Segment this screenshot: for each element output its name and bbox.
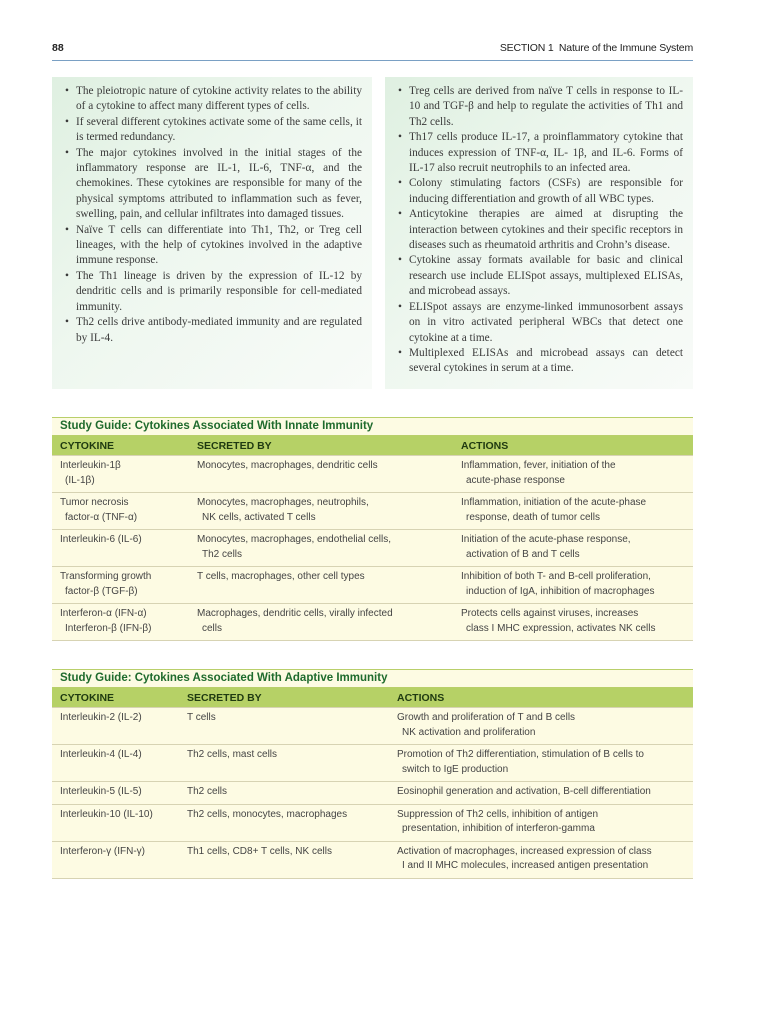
innate-table <box>52 436 693 641</box>
cell-actions <box>389 804 693 841</box>
cell-line: Interferon-β (IFN-β) <box>65 622 152 634</box>
cell-secreted-by <box>189 530 453 567</box>
cell-line: Interleukin-5 (IL-5) <box>60 786 142 797</box>
table-row <box>52 604 693 641</box>
cell-line: Interleukin-4 (IL-4) <box>60 749 142 760</box>
cell-line: T cells <box>187 712 216 723</box>
cell-line: activation of B and T cells <box>466 548 580 560</box>
cell-secreted-by <box>189 456 453 493</box>
cell-cytokine <box>52 493 189 530</box>
cell-line: Th1 cells, CD8+ T cells, NK cells <box>187 845 332 857</box>
cell-actions <box>453 493 693 530</box>
bullet-item: • If several different cytokines activate some of the same cells, it is termed redundancy. <box>76 115 362 146</box>
table-row <box>52 804 693 841</box>
table-row <box>52 567 693 604</box>
cell-line: factor-β (TGF-β) <box>65 585 138 597</box>
cell-cytokine <box>52 604 189 641</box>
cell-cytokine <box>52 530 189 567</box>
cell-actions <box>389 841 693 878</box>
innate-header-row <box>52 436 693 456</box>
table-row <box>52 708 693 745</box>
bullet-item: • Colony stimulating factors (CSFs) are responsible for inducing differentiation and growth of all WBC types. <box>409 176 683 207</box>
bullet-item: • Multiplexed ELISAs and microbead assays can detect several cytokines in serum at a time. <box>409 346 683 377</box>
cell-line: switch to IgE production <box>402 763 509 775</box>
col-secreted-by: SECRETED BY <box>189 436 453 456</box>
bullet-item: • The major cytokines involved in the initial stages of the inflammatory response are IL-1, IL-6, TNF-α, and the chemokines. These cytokines are responsible for many of the physical symptoms attributed to inflammation such as fever, swelling, pain, and cellular infiltrates into damaged tissues. <box>76 146 362 223</box>
table-row <box>52 745 693 782</box>
page-header <box>52 42 693 61</box>
section-label <box>500 42 693 54</box>
cell-line: Eosinophil generation and activation, B-cell differentiation <box>397 786 651 797</box>
summary-box-left <box>52 77 372 389</box>
cell-line: Interleukin-2 (IL-2) <box>60 712 142 723</box>
bullet-item: • The Th1 lineage is driven by the expression of IL-12 by dendritic cells and is primarily responsible for cell-mediated immunity. <box>76 269 362 315</box>
cell-line: Protects cells against viruses, increases <box>461 608 639 619</box>
table-row <box>52 493 693 530</box>
cell-actions <box>389 708 693 745</box>
col-actions: ACTIONS <box>389 688 693 708</box>
cell-line: Th2 cells, mast cells <box>187 749 278 760</box>
col-cytokine: CYTOKINE <box>52 688 179 708</box>
cell-line: Inflammation, fever, initiation of the <box>461 460 616 471</box>
section-title: Nature of the Immune System <box>558 42 693 54</box>
cell-line: Inhibition of both T- and B-cell proliferation, <box>461 571 651 582</box>
adaptive-immunity-table <box>52 669 693 879</box>
cell-line: T cells, macrophages, other cell types <box>197 571 365 582</box>
adaptive-table <box>52 688 693 879</box>
cell-line: acute-phase response <box>466 474 565 486</box>
cell-line: Tumor necrosis <box>60 497 129 508</box>
table-row <box>52 456 693 493</box>
bullet-item: • Th2 cells drive antibody-mediated immunity and are regulated by IL-4. <box>76 315 362 346</box>
cell-secreted-by <box>179 841 389 878</box>
cell-line: Growth and proliferation of T and B cells <box>397 712 576 723</box>
cell-cytokine <box>52 745 179 782</box>
cell-line: presentation, inhibition of interferon-gamma <box>402 823 595 834</box>
cell-secreted-by <box>179 782 389 805</box>
cell-actions <box>389 782 693 805</box>
cell-line: Promotion of Th2 differentiation, stimulation of B cells to <box>397 749 644 760</box>
col-secreted-by: SECRETED BY <box>179 688 389 708</box>
cell-line: cells <box>202 622 223 634</box>
cell-line: Monocytes, macrophages, dendritic cells <box>197 460 378 471</box>
cell-line: NK activation and proliferation <box>402 726 536 738</box>
cell-line: Interleukin-6 (IL-6) <box>60 534 142 545</box>
cell-cytokine <box>52 841 179 878</box>
innate-immunity-table <box>52 417 693 641</box>
table-row <box>52 530 693 567</box>
bullet-item: • Anticytokine therapies are aimed at disrupting the interaction between cytokines and their specific receptors in diseases such as rheumatoid arthritis and Crohn’s disease. <box>409 207 683 253</box>
summary-list-right <box>385 77 693 377</box>
cell-secreted-by <box>179 708 389 745</box>
cell-line: Th2 cells <box>202 548 243 560</box>
table-row <box>52 782 693 805</box>
cell-cytokine <box>52 456 189 493</box>
summary-list-left <box>52 77 372 346</box>
page-number: 88 <box>52 42 64 54</box>
summary-box-right <box>385 77 693 389</box>
adaptive-header-row <box>52 688 693 708</box>
bullet-item: • Naïve T cells can differentiate into Th1, Th2, or Treg cell lineages, with the help of cytokines involved in the adaptive immune response. <box>76 223 362 269</box>
cell-line: Macrophages, dendritic cells, virally infected <box>197 608 393 619</box>
cell-actions <box>453 604 693 641</box>
cell-line: induction of IgA, inhibition of macrophages <box>466 585 655 597</box>
cell-line: Transforming growth <box>60 571 152 582</box>
adaptive-table-title: Study Guide: Cytokines Associated With Adaptive Immunity <box>52 670 693 688</box>
bullet-item: • Th17 cells produce IL-17, a proinflammatory cytokine that induces expression of TNF-α, IL- 1β, and IL-6. Forms of IL-17 also recruit neutrophils to an infected area. <box>409 130 683 176</box>
table-row <box>52 841 693 878</box>
bullet-item: • The pleiotropic nature of cytokine activity relates to the ability of a cytokine to affect many different types of cells. <box>76 84 362 115</box>
cell-secreted-by <box>189 604 453 641</box>
cell-line: factor-α (TNF-α) <box>65 511 138 523</box>
cell-line: Interferon-α (IFN-α) <box>60 608 147 619</box>
innate-table-title: Study Guide: Cytokines Associated With Innate Immunity <box>52 418 693 436</box>
cell-secreted-by <box>189 567 453 604</box>
cell-actions <box>453 567 693 604</box>
cell-secreted-by <box>179 804 389 841</box>
cell-line: Monocytes, macrophages, neutrophils, <box>197 497 369 508</box>
cell-line: (IL-1β) <box>65 474 95 486</box>
cell-cytokine <box>52 708 179 745</box>
bullet-item: • Cytokine assay formats available for basic and clinical research use include ELISpot assays, multiplexed ELISAs, and microbead assays. <box>409 253 683 299</box>
cell-line: Interleukin-1β <box>60 460 121 471</box>
cell-actions <box>389 745 693 782</box>
cell-cytokine <box>52 782 179 805</box>
cell-secreted-by <box>189 493 453 530</box>
col-actions: ACTIONS <box>453 436 693 456</box>
cell-line: Suppression of Th2 cells, inhibition of antigen <box>397 808 599 820</box>
cell-line: Inflammation, initiation of the acute-phase <box>461 497 647 508</box>
cell-line: Activation of macrophages, increased expression of class <box>397 845 652 857</box>
cell-secreted-by <box>179 745 389 782</box>
bullet-item: • ELISpot assays are enzyme-linked immunosorbent assays on in vitro activated peripheral WBCs that detect one cytokine at a time. <box>409 300 683 346</box>
cell-line: Monocytes, macrophages, endothelial cells, <box>197 534 391 545</box>
cell-line: I and II MHC molecules, increased antigen presentation <box>402 860 649 871</box>
cell-line: NK cells, activated T cells <box>202 511 316 523</box>
bullet-item: • Treg cells are derived from naïve T cells in response to IL-10 and TGF-β and help to regulate the activities of Th1 and Th2 cells. <box>409 84 683 130</box>
cell-actions <box>453 456 693 493</box>
cell-line: Interleukin-10 (IL-10) <box>60 808 153 820</box>
cell-line: Initiation of the acute-phase response, <box>461 534 631 545</box>
cell-line: Th2 cells, monocytes, macrophages <box>187 808 348 820</box>
cell-line: Interferon-γ (IFN-γ) <box>60 845 146 857</box>
section-number: SECTION 1 <box>499 42 554 54</box>
cell-actions <box>453 530 693 567</box>
cell-line: response, death of tumor cells <box>466 511 600 523</box>
cell-cytokine <box>52 567 189 604</box>
cell-cytokine <box>52 804 179 841</box>
col-cytokine: CYTOKINE <box>52 436 189 456</box>
cell-line: Th2 cells <box>187 786 228 797</box>
cell-line: class I MHC expression, activates NK cells <box>466 622 656 634</box>
